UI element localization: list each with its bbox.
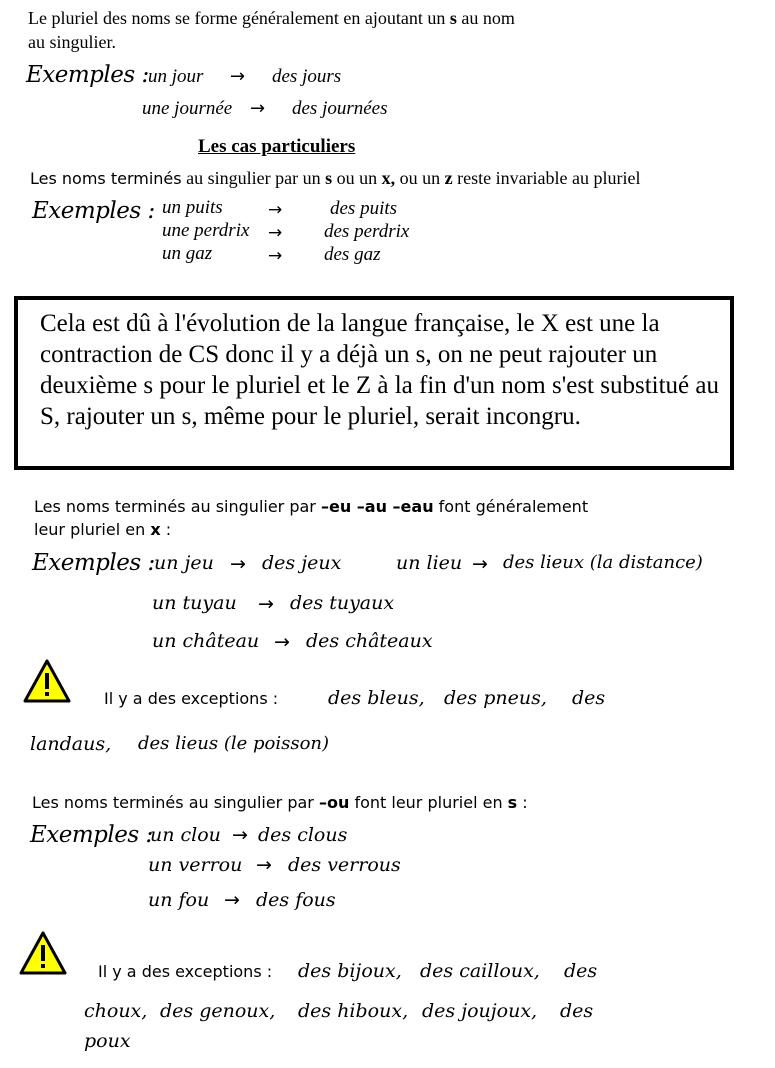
- arrow: →: [256, 854, 272, 876]
- example-plural: des tuyaux: [290, 592, 395, 614]
- arrow: →: [224, 889, 240, 911]
- exception-word: des pneus,: [444, 687, 547, 709]
- example-singular: un tuyau: [152, 592, 237, 614]
- exception-word: des cailloux,: [420, 960, 540, 982]
- rule4-line: [32, 793, 528, 812]
- exception-word: des bijoux,: [298, 960, 402, 982]
- example-singular: un puits: [162, 197, 223, 218]
- example-singular: un lieu: [396, 552, 463, 574]
- example-plural: des gaz: [324, 244, 381, 265]
- arrow: →: [232, 824, 248, 846]
- rule1-text-end: au nom: [456, 8, 515, 28]
- rule2-line: [30, 168, 641, 189]
- exceptions-intro: Il y a des exceptions :: [104, 689, 279, 708]
- exception-word: des hiboux,: [298, 1000, 409, 1022]
- arrow: →: [472, 553, 488, 575]
- examples-label-4: Exemples :: [30, 822, 153, 848]
- arrow: →: [268, 200, 283, 220]
- example-plural: des journées: [292, 98, 388, 119]
- example-singular: un fou: [148, 889, 210, 911]
- examples-label-3: Exemples :: [32, 550, 155, 576]
- rule2-bold: z: [444, 168, 453, 188]
- rule3-line1: [34, 497, 588, 516]
- exception-word: des joujoux,: [422, 1000, 538, 1022]
- rule3-bold: x: [150, 520, 161, 539]
- rule3-text: leur pluriel en: [34, 520, 151, 539]
- example-singular: un clou: [150, 824, 221, 846]
- rule4-text-end: :: [517, 793, 528, 812]
- rule3-text: Les noms terminés au singulier par: [34, 497, 321, 516]
- rule4-text: font leur pluriel en: [349, 793, 508, 812]
- example-plural: des lieux (la distance): [503, 552, 703, 573]
- rule2-text: reste invariable au pluriel: [452, 168, 641, 188]
- rule4-text: Les noms terminés au singulier par: [32, 793, 319, 812]
- example-plural: des perdrix: [324, 221, 410, 242]
- explanation-box: [14, 296, 734, 470]
- rule3-text-end: :: [160, 520, 172, 539]
- example-singular: un gaz: [162, 243, 213, 264]
- rule4-bold: s: [507, 793, 518, 812]
- examples-label-2: Exemples :: [32, 198, 155, 224]
- rule1-line2: au singulier.: [28, 32, 116, 52]
- exception-word: des: [560, 1000, 594, 1022]
- example-singular: une journée: [142, 98, 233, 119]
- exception-word: des genoux,: [160, 1000, 276, 1022]
- rule3-bold: –eu –au –eau: [320, 497, 434, 516]
- rule2-text: ou un: [332, 168, 382, 188]
- arrow: →: [258, 593, 274, 615]
- example-plural: des jeux: [262, 552, 342, 574]
- explanation-text: Cela est dû à l'évolution de la langue française, le X est une la contraction de CS donc il y a déjà un s, on ne peut rajouter un deuxième s pour le pluriel et le Z à la fin d'un nom s'est substitué au S, rajouter un s, même pour le pluriel, serait incongru.: [40, 310, 719, 430]
- example-singular: une perdrix: [162, 220, 250, 241]
- example-singular: un jeu: [154, 552, 214, 574]
- arrow: →: [250, 98, 266, 119]
- section-title: Les cas particuliers: [198, 136, 356, 157]
- rule2-bold: x,: [381, 168, 396, 188]
- exceptions-intro: Il y a des exceptions :: [98, 962, 273, 981]
- rule1-text: Le pluriel des noms se forme généralement en ajoutant un: [28, 8, 450, 28]
- rule1-line1: [28, 8, 515, 29]
- example-singular: un château: [152, 630, 260, 652]
- rule2-text: au singulier par un: [181, 168, 326, 188]
- example-plural: des fous: [256, 889, 336, 911]
- example-plural: des puits: [330, 198, 398, 219]
- rule3-text-end: font généralement: [433, 497, 589, 516]
- exception-word: des lieus (le poisson): [138, 733, 330, 754]
- exception-word: des: [564, 960, 598, 982]
- example-plural: des verrous: [288, 854, 401, 876]
- rule2-text: Les noms terminés: [30, 169, 182, 188]
- exception-word: poux: [84, 1030, 131, 1052]
- rule2-bold: s: [325, 168, 333, 188]
- arrow: →: [230, 66, 246, 87]
- exception-word: choux,: [84, 1000, 148, 1022]
- rule1-bold: s: [449, 8, 457, 28]
- exception-word: landaus,: [30, 733, 112, 755]
- arrow: →: [230, 553, 246, 575]
- arrow: →: [268, 223, 283, 243]
- warning-triangle-icon: [18, 930, 68, 976]
- arrow: →: [268, 246, 283, 266]
- exception-word: des: [572, 687, 606, 709]
- warning-triangle-icon: [22, 658, 72, 704]
- example-plural: des clous: [258, 824, 348, 846]
- rule2-text: ou un: [395, 168, 445, 188]
- exception-word: des bleus,: [328, 687, 425, 709]
- rule3-line2: [34, 520, 171, 539]
- rule4-bold: –ou: [318, 793, 350, 812]
- example-singular: un verrou: [148, 854, 243, 876]
- arrow: →: [274, 631, 290, 653]
- examples-label-1: Exemples :: [26, 62, 149, 88]
- example-singular: un jour: [148, 66, 204, 87]
- example-plural: des jours: [272, 66, 342, 87]
- example-plural: des châteaux: [306, 630, 433, 652]
